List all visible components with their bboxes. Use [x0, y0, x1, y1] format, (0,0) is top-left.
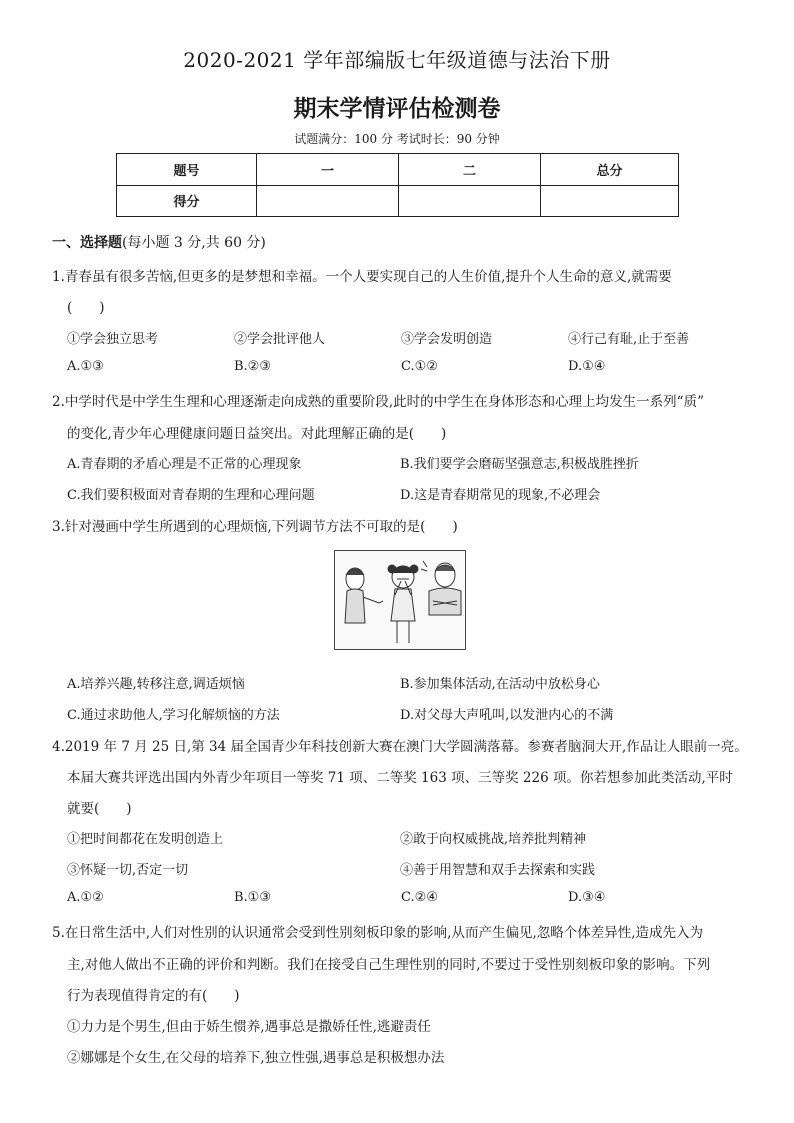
header-cell-part1: 一	[257, 154, 399, 186]
score-table-header-row	[117, 154, 679, 186]
q1-item-4: ④行己有耻,止于至善	[568, 332, 690, 347]
exam-subtitle: 期末学情评估检测卷	[293, 96, 501, 122]
score-cell-total	[541, 185, 679, 217]
q3-cartoon-image	[334, 550, 466, 650]
score-cell-part2	[399, 185, 541, 217]
q4-stem-line1: 4.2019 年 7 月 25 日,第 34 届全国青少年科技创新大赛在澳门大学圆满落幕。参赛者脑洞大开,作品让人眼前一亮。	[52, 739, 748, 755]
q1-option-b: B.②③	[234, 359, 271, 374]
q4-stem-line2: 本届大赛共评选出国内外青少年项目一等奖 71 项、二等奖 163 项、三等奖 226 项。你若想参加此类活动,平时	[67, 770, 733, 786]
header-cell-part2: 二	[399, 154, 541, 186]
q1-stem-line2: ( )	[67, 300, 105, 316]
score-table	[116, 153, 679, 217]
q1-item-2: ②学会批评他人	[234, 332, 326, 347]
q2-stem-line2: 的变化,青少年心理健康问题日益突出。对此理解正确的是( )	[67, 426, 447, 442]
header-cell-total: 总分	[541, 154, 679, 186]
q4-option-b: B.①③	[234, 890, 271, 905]
q2-stem-line1: 2.中学时代是中学生生理和心理逐渐走向成熟的重要阶段,此时的中学生在身体形态和心理上均发生一系列“质”	[52, 394, 704, 410]
q1-stem-line1: 1.青春虽有很多苦恼,但更多的是梦想和幸福。一个人要实现自己的人生价值,提升个人生命的意义,就需要	[52, 269, 672, 285]
q2-option-a: A.青春期的矛盾心理是不正常的心理现象	[67, 457, 302, 472]
q1-option-d: D.①④	[568, 359, 606, 374]
q3-stem-line1: 3.针对漫画中学生所遇到的心理烦恼,下列调节方法不可取的是( )	[52, 519, 458, 535]
q5-stem-line2: 主,对他人做出不正确的评价和判断。我们在接受自己生理性别的同时,不要过于受性别刻板印象的影响。下列	[67, 957, 711, 973]
score-cell-part1	[257, 185, 399, 217]
q5-item-2: ②娜娜是个女生,在父母的培养下,独立性强,遇事总是积极想办法	[67, 1050, 445, 1066]
header-cell-number: 题号	[117, 154, 257, 186]
exam-title: 2020-2021 学年部编版七年级道德与法治下册	[183, 48, 611, 72]
q4-option-c: C.②④	[401, 890, 438, 905]
score-row-label: 得分	[117, 185, 257, 217]
q3-option-a: A.培养兴趣,转移注意,调适烦恼	[67, 677, 245, 692]
q4-item-4: ④善于用智慧和双手去探索和实践	[400, 863, 596, 878]
q3-option-d: D.对父母大声吼叫,以发泄内心的不满	[400, 708, 614, 723]
q1-item-1: ①学会独立思考	[67, 332, 159, 347]
q4-option-d: D.③④	[568, 890, 606, 905]
section-heading	[52, 232, 266, 252]
exam-info: 试题满分：100 分 考试时长：90 分钟	[294, 132, 500, 146]
q3-option-c: C.通过求助他人,学习化解烦恼的方法	[67, 708, 280, 723]
q2-option-d: D.这是青春期常见的现象,不必理会	[400, 488, 601, 503]
q2-option-c: C.我们要积极面对青春期的生理和心理问题	[67, 488, 315, 503]
q1-option-c: C.①②	[401, 359, 438, 374]
q5-item-1: ①力力是个男生,但由于娇生惯养,遇事总是撒娇任性,逃避责任	[67, 1019, 431, 1035]
q4-item-2: ②敢于向权威挑战,培养批判精神	[400, 832, 587, 847]
q2-option-b: B.我们要学会磨砺坚强意志,积极战胜挫折	[400, 457, 639, 472]
q1-item-3: ③学会发明创造	[401, 332, 493, 347]
q3-option-b: B.参加集体活动,在活动中放松身心	[400, 677, 600, 692]
q4-item-1: ①把时间都花在发明创造上	[67, 832, 224, 847]
q4-item-3: ③怀疑一切,否定一切	[67, 863, 189, 878]
q4-option-a: A.①②	[67, 890, 104, 905]
q5-stem-line3: 行为表现值得肯定的有( )	[67, 988, 240, 1004]
section-title: 一、选择题	[52, 235, 122, 251]
q1-option-a: A.①③	[67, 359, 104, 374]
q4-stem-line3: 就要( )	[67, 801, 132, 817]
section-note: (每小题 3 分,共 60 分)	[122, 235, 266, 251]
score-table-score-row	[117, 185, 679, 217]
q5-stem-line1: 5.在日常生活中,人们对性别的认识通常会受到性别刻板印象的影响,从而产生偏见,忽略个体差异性,造成先入为	[52, 925, 704, 941]
